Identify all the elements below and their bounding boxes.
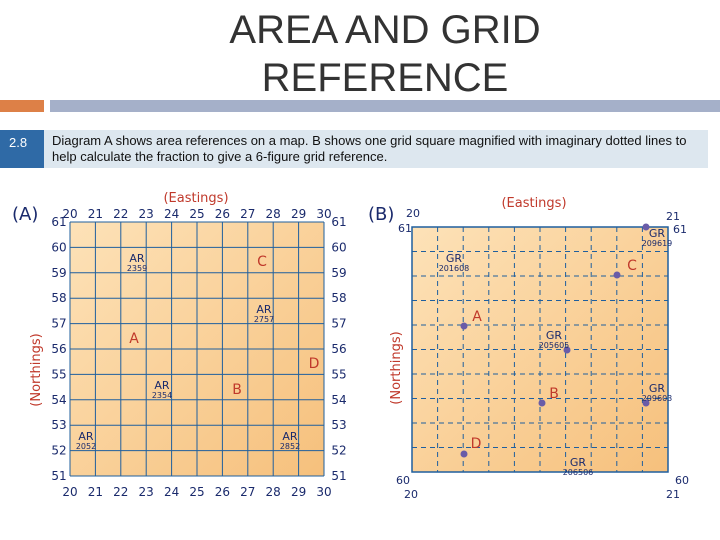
slide-title bbox=[150, 6, 620, 102]
northing-tick-label: 56 bbox=[331, 342, 347, 356]
panel-a-northings-left bbox=[51, 215, 66, 483]
easting-tick-label: 25 bbox=[189, 207, 205, 221]
easting-tick-label: 25 bbox=[189, 485, 205, 499]
northing-tick-label: 52 bbox=[331, 443, 347, 458]
area-ref-code: 2359 bbox=[126, 264, 148, 273]
area-ref-code: 2757 bbox=[253, 315, 275, 324]
easting-tick-label: 24 bbox=[163, 485, 180, 499]
slide-title-line2: REFERENCE bbox=[261, 56, 509, 100]
northing-tick-label: 56 bbox=[51, 342, 67, 356]
slide-title-line1: AREA AND GRID bbox=[229, 8, 541, 52]
easting-tick-label: 21 bbox=[87, 207, 104, 221]
point-letter-d: D bbox=[470, 436, 482, 452]
area-ref-2354 bbox=[152, 379, 172, 400]
easting-tick-label: 30 bbox=[316, 485, 332, 499]
panel-a-eastings-bottom bbox=[62, 485, 331, 499]
area-ref-code: 2852 bbox=[279, 442, 301, 451]
area-ref-2052 bbox=[76, 430, 96, 451]
northing-tick-label: 57 bbox=[51, 316, 67, 331]
accent-rule-orange bbox=[0, 100, 44, 112]
easting-tick-label: 30 bbox=[316, 207, 332, 221]
northing-tick-label: 61 bbox=[331, 215, 347, 229]
area-ref-title: AR bbox=[282, 430, 298, 443]
northing-tick-label: 60 bbox=[331, 240, 347, 255]
panel-b-northings-label: (Northings) bbox=[389, 331, 404, 405]
easting-tick-label: 20 bbox=[62, 485, 78, 499]
panel-a-northings-right bbox=[331, 215, 346, 483]
northing-tick-label: 61 bbox=[51, 215, 67, 229]
point-letter-c: C bbox=[627, 258, 637, 274]
panel-b-northing-tr: 61 bbox=[673, 223, 687, 236]
area-letter-a: A bbox=[129, 331, 139, 347]
figure-number: 2.8 bbox=[0, 130, 44, 168]
easting-tick-label: 21 bbox=[87, 485, 104, 499]
panel-b-easting-tr: 21 bbox=[666, 210, 680, 223]
grid-ref-title: GR bbox=[545, 329, 563, 342]
panel-a-northings-label: (Northings) bbox=[29, 333, 44, 407]
panel-b-easting-br: 21 bbox=[666, 488, 680, 501]
grid-ref-code: 206506 bbox=[562, 468, 594, 477]
panel-a-eastings-top bbox=[62, 207, 331, 221]
panel-b-northing-tl: 61 bbox=[398, 222, 412, 235]
northing-tick-label: 59 bbox=[51, 265, 67, 280]
northing-tick-label: 53 bbox=[51, 418, 67, 433]
easting-tick-label: 28 bbox=[265, 485, 281, 499]
easting-tick-label: 26 bbox=[214, 485, 231, 499]
northing-tick-label: 52 bbox=[51, 443, 67, 458]
northing-tick-label: 59 bbox=[331, 265, 347, 280]
area-letter-d: D bbox=[308, 356, 320, 372]
area-ref-2852 bbox=[280, 430, 300, 451]
area-ref-2359 bbox=[127, 252, 147, 273]
area-ref-2757 bbox=[254, 303, 274, 324]
point-d-marker bbox=[461, 451, 468, 458]
northing-tick-label: 51 bbox=[331, 469, 347, 483]
northing-tick-label: 51 bbox=[51, 469, 67, 483]
panel-b-northing-br: 60 bbox=[675, 474, 689, 487]
area-ref-title: AR bbox=[256, 303, 272, 316]
northing-tick-label: 60 bbox=[51, 240, 67, 255]
figure-panel bbox=[0, 125, 708, 521]
easting-tick-label: 27 bbox=[240, 485, 256, 499]
northing-tick-label: 57 bbox=[331, 316, 347, 331]
grid-ref-title: GR bbox=[569, 456, 587, 469]
point-b-marker bbox=[539, 400, 546, 407]
figure-caption: Diagram A shows area references on a map. B shows one grid square magnified with imaginary dotted lines to help calculate the fraction to give a 6-figure grid reference. bbox=[52, 133, 687, 164]
point-letter-a: A bbox=[472, 309, 482, 325]
northing-tick-label: 54 bbox=[51, 392, 67, 407]
area-ref-code: 2052 bbox=[75, 442, 97, 451]
grid-diagram bbox=[0, 170, 708, 521]
grid-ref-title: GR bbox=[648, 382, 666, 395]
panel-a-eastings-label: (Eastings) bbox=[163, 191, 229, 206]
panel-b-easting-tl: 20 bbox=[406, 207, 420, 220]
northing-tick-label: 54 bbox=[331, 392, 347, 407]
easting-tick-label: 28 bbox=[265, 207, 281, 221]
area-ref-code: 2354 bbox=[151, 391, 173, 400]
panel-b-easting-bl: 20 bbox=[404, 488, 418, 501]
easting-tick-label: 26 bbox=[214, 207, 231, 221]
northing-tick-label: 55 bbox=[331, 367, 347, 382]
panel-b-label: (B) bbox=[368, 204, 395, 225]
easting-tick-label: 23 bbox=[138, 207, 154, 221]
area-ref-title: AR bbox=[78, 430, 94, 443]
northing-tick-label: 55 bbox=[51, 367, 67, 382]
easting-tick-label: 20 bbox=[62, 207, 78, 221]
point-a-marker bbox=[461, 323, 468, 330]
panel-b-northing-bl: 60 bbox=[396, 474, 410, 487]
northing-tick-label: 58 bbox=[51, 291, 67, 306]
area-ref-title: AR bbox=[154, 379, 170, 392]
point-letter-b: B bbox=[549, 386, 559, 402]
area-letter-b: B bbox=[232, 382, 242, 398]
area-letter-c: C bbox=[257, 254, 267, 270]
grid-ref-title: GR bbox=[648, 227, 666, 240]
easting-tick-label: 24 bbox=[163, 207, 180, 221]
panel-a-label: (A) bbox=[12, 204, 39, 225]
easting-tick-label: 29 bbox=[290, 207, 307, 221]
point-c-marker bbox=[614, 272, 621, 279]
easting-tick-label: 29 bbox=[290, 485, 307, 499]
grid-ref-code: 201608 bbox=[438, 264, 470, 273]
easting-tick-label: 22 bbox=[113, 207, 129, 221]
grid-ref-code: 209619 bbox=[641, 239, 673, 248]
grid-ref-code: 209603 bbox=[641, 394, 673, 403]
grid-ref-code: 205605 bbox=[538, 341, 570, 350]
easting-tick-label: 22 bbox=[113, 485, 129, 499]
easting-tick-label: 27 bbox=[240, 207, 256, 221]
accent-rule-grey bbox=[50, 100, 720, 112]
panel-b-eastings-label: (Eastings) bbox=[501, 196, 567, 211]
northing-tick-label: 53 bbox=[331, 418, 347, 433]
northing-tick-label: 58 bbox=[331, 291, 347, 306]
grid-ref-title: GR bbox=[445, 252, 463, 265]
easting-tick-label: 23 bbox=[138, 485, 154, 499]
area-ref-title: AR bbox=[129, 252, 145, 265]
